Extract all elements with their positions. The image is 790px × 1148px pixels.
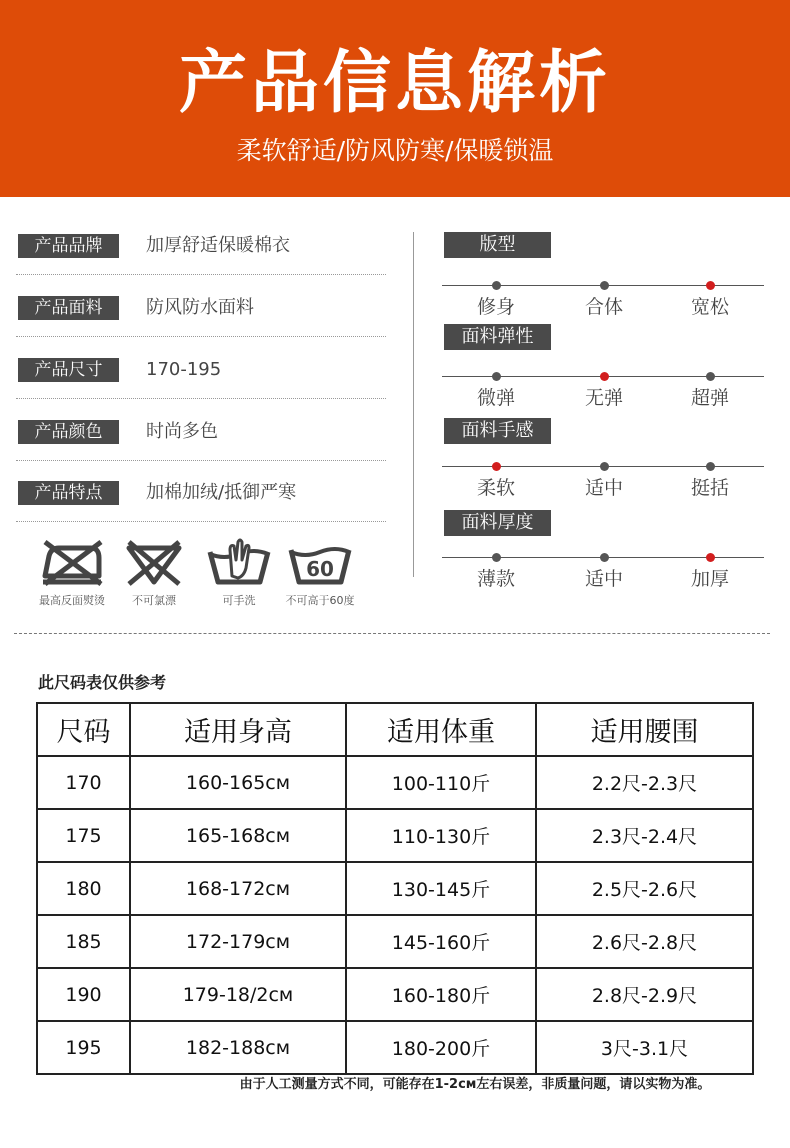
table-cell: 168-172cм <box>130 862 346 915</box>
table-cell: 180 <box>37 862 130 915</box>
scale-option: 宽松 <box>690 296 729 318</box>
column-header: 尺码 <box>37 703 130 756</box>
spec-scale-handfeel <box>442 466 764 506</box>
scale-dot <box>600 281 609 290</box>
table-row <box>37 968 753 1021</box>
page-title: 产品信息解析 <box>178 44 611 123</box>
attribute-label: 产品面料 <box>18 296 119 320</box>
scale-dot <box>492 372 501 381</box>
table-cell: 182-188cм <box>130 1021 346 1074</box>
hand-wash-icon <box>204 538 274 588</box>
table-header-row <box>37 703 753 756</box>
table-cell: 160-180斤 <box>346 968 536 1021</box>
attribute-row-fabric <box>16 296 386 337</box>
care-label: 可手洗 <box>222 594 256 607</box>
column-header: 适用身高 <box>130 703 346 756</box>
scale-dot <box>706 462 715 471</box>
table-cell: 3尺-3.1尺 <box>536 1021 753 1074</box>
attribute-label: 产品品牌 <box>18 234 119 258</box>
no-bleach-icon <box>119 538 189 588</box>
size-table-caption: 此尺码表仅供参考 <box>38 673 167 692</box>
table-cell: 185 <box>37 915 130 968</box>
header-banner <box>0 0 790 197</box>
table-cell: 2.6尺-2.8尺 <box>536 915 753 968</box>
page-subtitle: 柔软舒适/防风防寒/保暖锁温 <box>236 136 554 165</box>
scale-dot <box>600 553 609 562</box>
scale-option: 修身 <box>476 296 515 318</box>
scale-dot <box>706 281 715 290</box>
attribute-label: 产品颜色 <box>18 420 119 444</box>
table-cell: 170 <box>37 756 130 809</box>
wash-temp-text: 60 <box>306 557 334 581</box>
table-cell: 165-168cм <box>130 809 346 862</box>
spec-scale-elasticity <box>442 376 764 416</box>
spec-label-handfeel: 面料手感 <box>444 418 551 444</box>
scale-option: 微弹 <box>476 387 515 409</box>
attribute-value: 加棉加绒/抵御严寒 <box>146 482 297 503</box>
spec-scale-thickness <box>442 557 764 597</box>
scale-option: 合体 <box>584 296 623 318</box>
spec-label-elasticity: 面料弹性 <box>444 324 551 350</box>
table-row <box>37 809 753 862</box>
table-cell: 190 <box>37 968 130 1021</box>
attribute-value: 加厚舒适保暖棉衣 <box>146 235 290 256</box>
table-cell: 145-160斤 <box>346 915 536 968</box>
table-cell: 2.8尺-2.9尺 <box>536 968 753 1021</box>
table-cell: 160-165cм <box>130 756 346 809</box>
table-row <box>37 862 753 915</box>
scale-option: 无弹 <box>584 387 623 409</box>
scale-option: 柔软 <box>476 477 515 499</box>
table-cell: 195 <box>37 1021 130 1074</box>
attribute-row-feature <box>16 481 386 522</box>
table-row <box>37 915 753 968</box>
table-cell: 180-200斤 <box>346 1021 536 1074</box>
table-cell: 110-130斤 <box>346 809 536 862</box>
care-label: 最高反面熨烫 <box>39 594 105 607</box>
attribute-row-color <box>16 420 386 461</box>
section-divider <box>14 633 770 634</box>
scale-option: 超弹 <box>690 387 729 409</box>
care-label: 不可氯漂 <box>132 594 176 607</box>
scale-dot <box>706 372 715 381</box>
column-header: 适用腰围 <box>536 703 753 756</box>
size-table-footnote: 由于人工测量方式不同，可能存在1-2cм左右误差，非质量问题，请以实物为准。 <box>239 1077 711 1092</box>
column-divider <box>413 232 414 577</box>
table-row <box>37 1021 753 1074</box>
scale-dot <box>600 462 609 471</box>
care-wash-60 <box>280 538 360 608</box>
attribute-value: 防风防水面料 <box>146 297 254 318</box>
table-cell: 130-145斤 <box>346 862 536 915</box>
scale-dot <box>492 553 501 562</box>
spec-label-thickness: 面料厚度 <box>444 510 551 536</box>
wash-60-icon <box>285 538 355 588</box>
scale-option: 适中 <box>584 568 623 590</box>
attribute-label: 产品特点 <box>18 481 119 505</box>
scale-option: 挺括 <box>690 477 729 499</box>
care-label: 不可高于60度 <box>285 594 355 607</box>
attribute-value: 170-195 <box>146 359 222 380</box>
scale-dot <box>492 281 501 290</box>
table-cell: 2.5尺-2.6尺 <box>536 862 753 915</box>
scale-option: 加厚 <box>690 568 729 590</box>
spec-scale-fit <box>442 285 764 325</box>
table-cell: 2.3尺-2.4尺 <box>536 809 753 862</box>
table-cell: 2.2尺-2.3尺 <box>536 756 753 809</box>
spec-label-fit: 版型 <box>444 232 551 258</box>
scale-dot <box>600 372 609 381</box>
table-cell: 175 <box>37 809 130 862</box>
column-header: 适用体重 <box>346 703 536 756</box>
attribute-value: 时尚多色 <box>146 421 218 442</box>
scale-dot <box>706 553 715 562</box>
attribute-row-brand <box>16 234 386 275</box>
table-cell: 100-110斤 <box>346 756 536 809</box>
size-table <box>36 702 754 1075</box>
no-iron-icon <box>37 538 107 588</box>
table-cell: 172-179cм <box>130 915 346 968</box>
scale-option: 适中 <box>584 477 623 499</box>
scale-dot <box>492 462 501 471</box>
scale-option: 薄款 <box>476 568 515 590</box>
attribute-row-size <box>16 358 386 399</box>
table-row <box>37 756 753 809</box>
table-cell: 179-18/2cм <box>130 968 346 1021</box>
attribute-label: 产品尺寸 <box>18 358 119 382</box>
